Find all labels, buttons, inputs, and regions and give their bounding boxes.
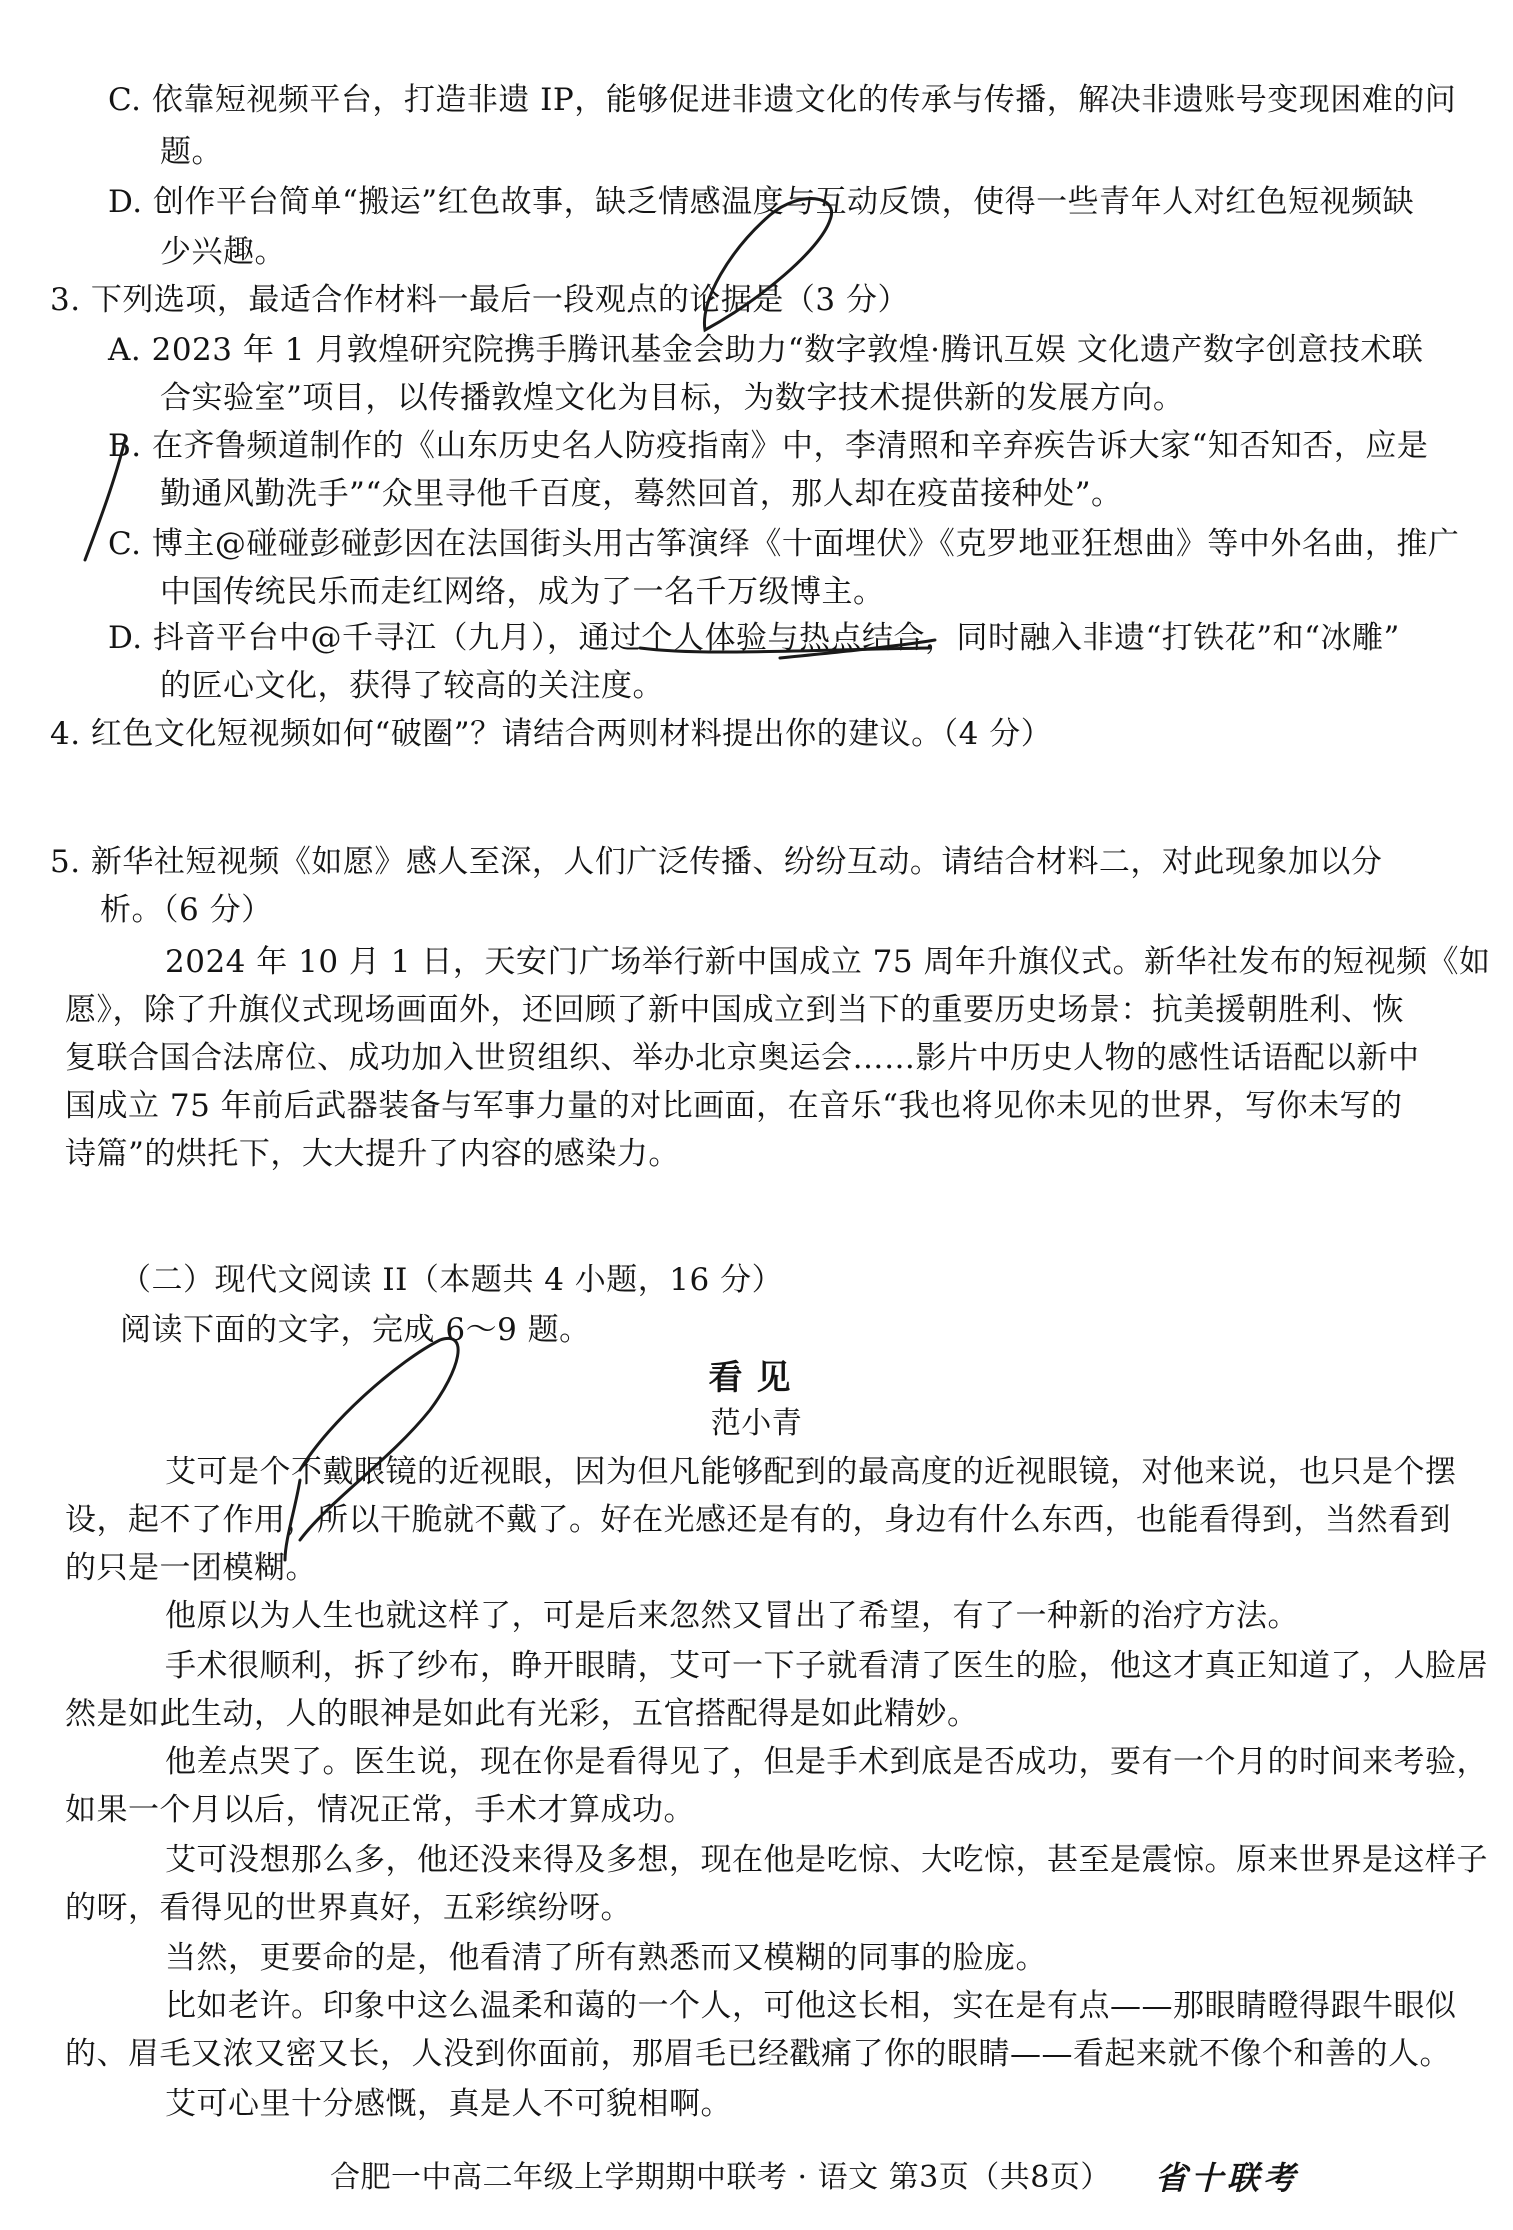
story-line: 艾可心里十分感慨，真是人不可貌相啊。 (165, 2086, 732, 2122)
story-line: 当然，更要命的是，他看清了所有熟悉而又模糊的同事的脸庞。 (165, 1940, 1047, 1976)
q5-material-line: 愿》，除了升旗仪式现场画面外，还回顾了新中国成立到当下的重要历史场景：抗美援朝胜利、恢 (65, 992, 1404, 1028)
story-line: 设，起不了作用，所以干脆就不戴了。好在光感还是有的，身边有什么东西，也能看得到，当然看到 (65, 1502, 1451, 1538)
section2-instruction: 阅读下面的文字，完成 6～9 题。 (120, 1312, 591, 1348)
q5-material-line: 2024 年 10 月 1 日，天安门广场举行新中国成立 75 周年升旗仪式。新华社发布的短视频《如 (165, 944, 1491, 980)
q3-option-c-line2: 中国传统民乐而走红网络，成为了一名千万级博主。 (160, 574, 885, 610)
q3-option-d-line1: D. 抖音平台中@千寻江（九月），通过个人体验与热点结合，同时融入非遗“打铁花”和“冰雕” (108, 620, 1400, 656)
q3-option-c-line1: C. 博主@碰碰彭碰彭因在法国街头用古筝演绎《十面埋伏》《克罗地亚狂想曲》等中外名曲，推广 (108, 526, 1460, 562)
q5-material-line: 国成立 75 年前后武器装备与军事力量的对比画面，在音乐“我也将见你未见的世界，写你未写的 (65, 1088, 1403, 1124)
story-author: 范小青 (710, 1406, 803, 1441)
story-line: 手术很顺利，拆了纱布，睁开眼睛，艾可一下子就看清了医生的脸，他这才真正知道了，人脸居 (165, 1648, 1488, 1684)
footer-brand: 省十联考 (1155, 2159, 1300, 2197)
story-title: 看见 (708, 1358, 805, 1398)
q2-option-d-line2: 少兴趣。 (160, 234, 286, 270)
q3-option-d-line2: 的匠心文化，获得了较高的关注度。 (160, 668, 664, 704)
story-line: 的、眉毛又浓又密又长，人没到你面前，那眉毛已经戳痛了你的眼睛——看起来就不像个和善的人。 (65, 2036, 1451, 2072)
story-line: 的只是一团模糊。 (65, 1550, 317, 1586)
story-line: 艾可没想那么多，他还没来得及多想，现在他是吃惊、大吃惊，甚至是震惊。原来世界是这样子 (165, 1842, 1488, 1878)
q3-option-a-line2: 合实验室”项目，以传播敦煌文化为目标，为数字技术提供新的发展方向。 (160, 380, 1185, 416)
q2-option-c-line2: 题。 (160, 134, 223, 170)
q5-stem-line1: 5. 新华社短视频《如愿》感人至深，人们广泛传播、纷纷互动。请结合材料二，对此现象加以分 (50, 844, 1383, 880)
story-line: 他差点哭了。医生说，现在你是看得见了，但是手术到底是否成功，要有一个月的时间来考验， (165, 1744, 1488, 1780)
q3-stem: 3. 下列选项，最适合作材料一最后一段观点的论据是（3 分） (50, 282, 910, 318)
q5-stem-line2: 析。（6 分） (100, 892, 273, 928)
story-line: 如果一个月以后，情况正常，手术才算成功。 (65, 1792, 695, 1828)
q3-option-b-line1: B. 在齐鲁频道制作的《山东历史名人防疫指南》中，李清照和辛弃疾告诉大家“知否知否，应是 (108, 428, 1429, 464)
q3-option-b-line2: 勤通风勤洗手”“众里寻他千百度，蓦然回首，那人却在疫苗接种处”。 (160, 476, 1123, 512)
q5-material-line: 复联合国合法席位、成功加入世贸组织、举办北京奥运会……影片中历史人物的感性话语配以新中 (65, 1040, 1420, 1076)
story-line: 的呀，看得见的世界真好，五彩缤纷呀。 (65, 1890, 632, 1926)
q2-option-c-line1: C. 依靠短视频平台，打造非遗 IP，能够促进非遗文化的传承与传播，解决非遗账号变现困难的问 (108, 82, 1457, 118)
story-line: 然是如此生动，人的眼神是如此有光彩，五官搭配得是如此精妙。 (65, 1696, 979, 1732)
q2-option-d-line1: D. 创作平台简单“搬运”红色故事，缺乏情感温度与互动反馈，使得一些青年人对红色短视频缺 (108, 184, 1415, 220)
story-line: 他原以为人生也就这样了，可是后来忽然又冒出了希望，有了一种新的治疗方法。 (165, 1598, 1299, 1634)
section2-heading: （二）现代文阅读 II（本题共 4 小题，16 分） (120, 1262, 784, 1298)
story-line: 艾可是个不戴眼镜的近视眼，因为但凡能够配到的最高度的近视眼镜，对他来说，也只是个摆 (165, 1454, 1457, 1490)
story-line: 比如老许。印象中这么温柔和蔼的一个人，可他这长相，实在是有点——那眼睛瞪得跟牛眼似 (165, 1988, 1457, 2024)
page-footer: 合肥一中高二年级上学期期中联考 · 语文 第3页（共8页） (330, 2160, 1111, 2195)
q5-material-line: 诗篇”的烘托下，大大提升了内容的感染力。 (65, 1136, 680, 1172)
q4-stem: 4. 红色文化短视频如何“破圈”？请结合两则材料提出你的建议。（4 分） (50, 716, 1053, 752)
q3-option-a-line1: A. 2023 年 1 月敦煌研究院携手腾讯基金会助力“数字敦煌·腾讯互娱 文化遗产数字创意技术联 (108, 332, 1424, 368)
